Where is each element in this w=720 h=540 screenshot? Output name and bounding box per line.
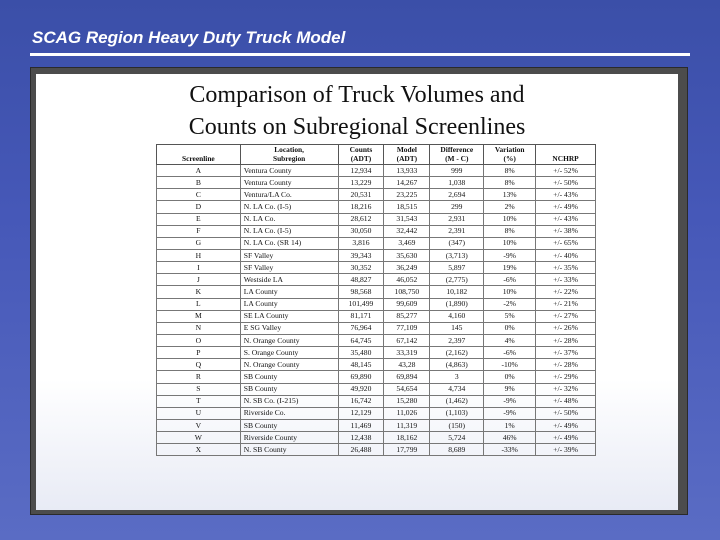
cell-difference: 999 [430,165,484,177]
cell-location: SB County [240,383,338,395]
cell-counts: 101,499 [338,298,384,310]
cell-nchrp: +/- 22% [536,286,596,298]
cell-variation: 9% [484,383,536,395]
cell-counts: 98,568 [338,286,384,298]
table-row [157,274,596,286]
cell-screenline: M [157,310,241,322]
cell-location: N. LA Co. (I-5) [240,225,338,237]
cell-screenline: L [157,298,241,310]
cell-nchrp: +/- 50% [536,177,596,189]
cell-counts: 81,171 [338,310,384,322]
cell-counts: 69,890 [338,371,384,383]
cell-variation: 2% [484,201,536,213]
cell-variation: -2% [484,298,536,310]
cell-screenline: D [157,201,241,213]
header-screenline: Screenline [157,145,241,165]
cell-nchrp: +/- 48% [536,395,596,407]
cell-nchrp: +/- 28% [536,359,596,371]
table-row [157,419,596,431]
cell-nchrp: +/- 38% [536,225,596,237]
table-row [157,334,596,346]
cell-nchrp: +/- 33% [536,274,596,286]
cell-location: SF Valley [240,262,338,274]
cell-variation: 10% [484,237,536,249]
cell-model: 11,319 [384,419,430,431]
cell-model: 85,277 [384,310,430,322]
cell-difference: 5,724 [430,432,484,444]
table-row [157,189,596,201]
content-panel [36,74,678,510]
cell-location: SE LA County [240,310,338,322]
table-row [157,322,596,334]
table-row [157,213,596,225]
cell-screenline: V [157,419,241,431]
cell-location: N. LA Co. [240,213,338,225]
cell-nchrp: +/- 49% [536,432,596,444]
cell-location: SB County [240,419,338,431]
cell-model: 11,026 [384,407,430,419]
header-nchrp: NCHRP [536,145,596,165]
cell-counts: 11,469 [338,419,384,431]
cell-counts: 20,531 [338,189,384,201]
cell-screenline: B [157,177,241,189]
cell-difference: 4,160 [430,310,484,322]
cell-counts: 26,488 [338,444,384,456]
cell-variation: 10% [484,213,536,225]
cell-model: 35,630 [384,249,430,261]
cell-variation: -6% [484,274,536,286]
cell-location: Ventura County [240,165,338,177]
cell-screenline: A [157,165,241,177]
cell-location: Westside LA [240,274,338,286]
cell-counts: 76,964 [338,322,384,334]
cell-variation: 19% [484,262,536,274]
cell-counts: 3,816 [338,237,384,249]
cell-counts: 18,216 [338,201,384,213]
title-divider [30,53,690,56]
cell-counts: 48,145 [338,359,384,371]
cell-model: 43,28 [384,359,430,371]
cell-variation: -9% [484,407,536,419]
cell-screenline: S [157,383,241,395]
cell-screenline: P [157,347,241,359]
cell-counts: 12,438 [338,432,384,444]
header-difference: Difference (M - C) [430,145,484,165]
cell-difference: 299 [430,201,484,213]
cell-difference: 10,182 [430,286,484,298]
cell-variation: 8% [484,225,536,237]
cell-screenline: U [157,407,241,419]
table-body [157,165,596,456]
cell-variation: 13% [484,189,536,201]
header-model: Model (ADT) [384,145,430,165]
cell-nchrp: +/- 32% [536,383,596,395]
cell-model: 33,319 [384,347,430,359]
cell-model: 14,267 [384,177,430,189]
cell-nchrp: +/- 43% [536,213,596,225]
table-row [157,237,596,249]
cell-counts: 28,612 [338,213,384,225]
cell-variation: 4% [484,334,536,346]
table-row [157,201,596,213]
cell-location: S. Orange County [240,347,338,359]
cell-counts: 30,352 [338,262,384,274]
cell-counts: 39,343 [338,249,384,261]
cell-location: E SG Valley [240,322,338,334]
cell-model: 99,609 [384,298,430,310]
table-row [157,225,596,237]
cell-screenline: F [157,225,241,237]
cell-difference: (2,162) [430,347,484,359]
cell-location: Riverside County [240,432,338,444]
cell-difference: (1,890) [430,298,484,310]
cell-model: 3,469 [384,237,430,249]
cell-model: 32,442 [384,225,430,237]
cell-nchrp: +/- 40% [536,249,596,261]
cell-screenline: W [157,432,241,444]
cell-counts: 35,480 [338,347,384,359]
slide-title: SCAG Region Heavy Duty Truck Model [32,28,346,47]
cell-counts: 13,229 [338,177,384,189]
cell-difference: 2,391 [430,225,484,237]
cell-variation: -33% [484,444,536,456]
table-row [157,177,596,189]
cell-nchrp: +/- 43% [536,189,596,201]
truck-volume-table [156,144,596,456]
cell-difference: 4,734 [430,383,484,395]
table-row [157,395,596,407]
cell-location: SB County [240,371,338,383]
cell-difference: 3 [430,371,484,383]
cell-screenline: T [157,395,241,407]
cell-screenline: N [157,322,241,334]
cell-difference: 2,694 [430,189,484,201]
cell-nchrp: +/- 35% [536,262,596,274]
table-row [157,371,596,383]
cell-variation: -6% [484,347,536,359]
table-row [157,298,596,310]
table-row [157,432,596,444]
cell-screenline: H [157,249,241,261]
cell-location: Ventura County [240,177,338,189]
cell-difference: (347) [430,237,484,249]
cell-screenline: C [157,189,241,201]
cell-difference: (1,103) [430,407,484,419]
cell-nchrp: +/- 65% [536,237,596,249]
cell-counts: 12,129 [338,407,384,419]
cell-variation: -9% [484,395,536,407]
cell-model: 13,933 [384,165,430,177]
cell-location: N. Orange County [240,334,338,346]
cell-model: 54,654 [384,383,430,395]
cell-screenline: I [157,262,241,274]
cell-model: 46,052 [384,274,430,286]
cell-variation: 0% [484,322,536,334]
table-row [157,310,596,322]
cell-variation: 8% [484,177,536,189]
cell-location: Ventura/LA Co. [240,189,338,201]
table-row [157,444,596,456]
cell-difference: 145 [430,322,484,334]
cell-location: N. LA Co. (I-5) [240,201,338,213]
cell-location: N. Orange County [240,359,338,371]
cell-counts: 16,742 [338,395,384,407]
cell-model: 23,225 [384,189,430,201]
cell-nchrp: +/- 49% [536,419,596,431]
cell-model: 15,280 [384,395,430,407]
cell-nchrp: +/- 26% [536,322,596,334]
cell-variation: 0% [484,371,536,383]
cell-variation: 8% [484,165,536,177]
cell-screenline: R [157,371,241,383]
header-counts: Counts (ADT) [338,145,384,165]
table-header-row [157,145,596,165]
cell-location: N. LA Co. (SR 14) [240,237,338,249]
cell-screenline: J [157,274,241,286]
cell-location: SF Valley [240,249,338,261]
cell-difference: (3,713) [430,249,484,261]
cell-model: 108,750 [384,286,430,298]
heading-line-2: Counts on Subregional Screenlines [188,114,526,140]
cell-screenline: Q [157,359,241,371]
cell-counts: 30,050 [338,225,384,237]
cell-nchrp: +/- 52% [536,165,596,177]
header-location: Location, Subregion [240,145,338,165]
table-row [157,359,596,371]
table-row [157,383,596,395]
table-row [157,347,596,359]
cell-location: Riverside Co. [240,407,338,419]
table-row [157,165,596,177]
cell-screenline: X [157,444,241,456]
cell-nchrp: +/- 39% [536,444,596,456]
cell-difference: (150) [430,419,484,431]
cell-model: 67,142 [384,334,430,346]
cell-model: 77,109 [384,322,430,334]
cell-difference: 8,689 [430,444,484,456]
cell-model: 18,162 [384,432,430,444]
cell-location: N. SB Co. (I-215) [240,395,338,407]
cell-model: 69,894 [384,371,430,383]
table-row [157,407,596,419]
cell-variation: 10% [484,286,536,298]
cell-variation: 5% [484,310,536,322]
cell-variation: 46% [484,432,536,444]
cell-difference: 5,897 [430,262,484,274]
table-row [157,286,596,298]
cell-nchrp: +/- 27% [536,310,596,322]
cell-difference: (4,863) [430,359,484,371]
cell-screenline: G [157,237,241,249]
cell-difference: (2,775) [430,274,484,286]
cell-variation: -9% [484,249,536,261]
cell-counts: 64,745 [338,334,384,346]
cell-nchrp: +/- 28% [536,334,596,346]
cell-counts: 48,827 [338,274,384,286]
cell-screenline: O [157,334,241,346]
cell-model: 18,515 [384,201,430,213]
cell-location: LA County [240,298,338,310]
cell-nchrp: +/- 49% [536,201,596,213]
cell-difference: 2,397 [430,334,484,346]
cell-model: 36,249 [384,262,430,274]
table-row [157,262,596,274]
cell-nchrp: +/- 21% [536,298,596,310]
cell-variation: -10% [484,359,536,371]
cell-counts: 12,934 [338,165,384,177]
cell-counts: 49,920 [338,383,384,395]
cell-screenline: E [157,213,241,225]
cell-nchrp: +/- 50% [536,407,596,419]
cell-nchrp: +/- 37% [536,347,596,359]
cell-screenline: K [157,286,241,298]
cell-model: 31,543 [384,213,430,225]
header-variation: Variation (%) [484,145,536,165]
cell-variation: 1% [484,419,536,431]
cell-difference: 1,038 [430,177,484,189]
cell-difference: 2,931 [430,213,484,225]
cell-location: LA County [240,286,338,298]
cell-model: 17,799 [384,444,430,456]
cell-location: N. SB County [240,444,338,456]
cell-nchrp: +/- 29% [536,371,596,383]
table-row [157,249,596,261]
cell-difference: (1,462) [430,395,484,407]
heading-line-1: Comparison of Truck Volumes and [189,82,525,108]
